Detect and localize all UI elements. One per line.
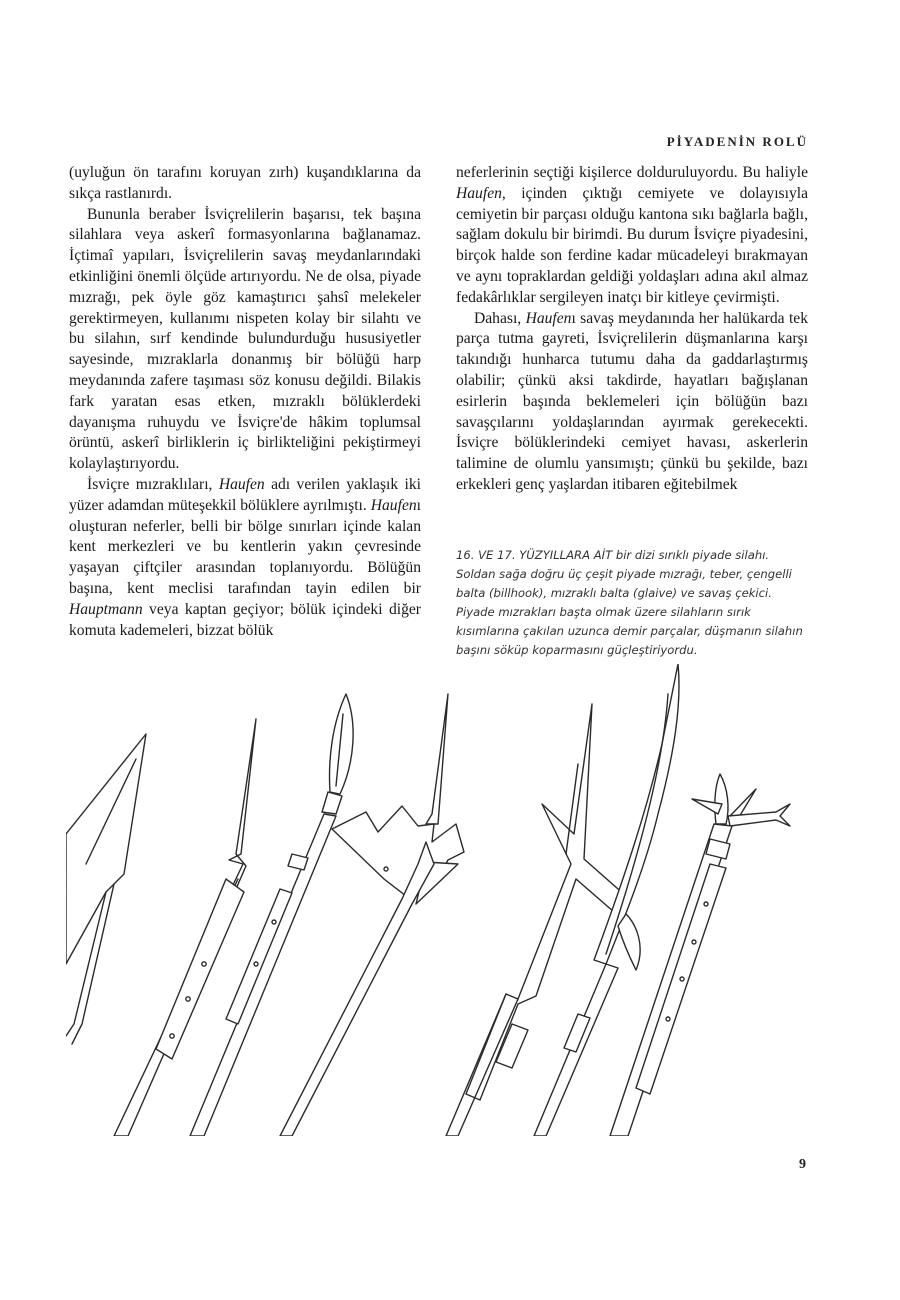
italic-term: Haufen bbox=[525, 309, 572, 327]
italic-term: Hauptmann bbox=[69, 600, 143, 618]
italic-term: Haufen bbox=[456, 184, 502, 202]
right-column bbox=[456, 163, 808, 496]
paragraph bbox=[456, 163, 808, 309]
italic-term: Haufen bbox=[370, 496, 417, 514]
paragraph bbox=[69, 475, 421, 641]
caption-text: bir dizi sırıklı piyade silahı. Soldan sağa doğru üç çeşit piyade mızrağı, teber, çengelli balta (billhook), mızraklı balta (glaive) ve savaş çekici. Piyade mızrakları başta olmak üzere silahların sırık kısımlarına çakılan uzunca demir parçalar, düşmanın silahın başını söküp koparmasını güçleştiriyordu. bbox=[456, 548, 803, 657]
figure-caption bbox=[456, 546, 806, 660]
pike-1-icon bbox=[66, 734, 146, 1044]
paragraph: Bununla beraber İsviçrelilerin başarısı, tek başına silahlara veya askerî formasyonlarına bağlanamaz. İçtimaî yapıları, İsviçrelilerin savaş meydanlarındaki etkinliğini önemli ölçüde artırıyordu. Ne de olsa, piyade mızrağı, pek öyle göz kamaştırıcı şahsî melekeler gerektirmeyen, kullanımı nispeten kolay bir silahtı ve bu silahın, sırf kendinde bulundurduğu hususiyetler sayesinde, mızraklarla donanmış bir bölüğü harp meydanında zafere taşıması söz konusu değildi. Bilakis fark yaratan esas etken, mızraklı bölüklerdeki dayanışma ruhuydu ve İsviçre'de hâkim toplumsal örüntü, askerî birliklerin iç birlikteliğini pekiştirmeyi kolaylaştırıyordu. bbox=[69, 205, 421, 473]
text-run: ı oluşturan neferler, belli bir bölge sınırları içinde kalan kent merkezleri ve bu kentlerin yakın çevresinde yaşayan çiftçiler arasından toplanıyordu. Bölüğün başına, kent meclisi tarafından tayin edilen bir bbox=[69, 496, 421, 597]
text-run: veya kaptan geçiyor; bölük içindeki diğer komuta kademeleri, bizzat bölük bbox=[69, 600, 421, 639]
text-run: neferlerinin seçtiği kişilerce dolduruluyordu. Bu haliyle bbox=[456, 164, 808, 181]
paragraph bbox=[456, 309, 808, 496]
italic-term: Haufen bbox=[218, 475, 265, 493]
page-number: 9 bbox=[799, 1157, 806, 1172]
text-run: , içinden çıktığı cemiyete ve dolayısıyla cemiyetin bir parçası olduğu kantona sıkı bağlarla bağlı, sağlam dokulu bir birimdi. Bu durum İsviçre piyadesini, birçok halde son ferdine kadar mücadeleyi bırakmayan ve aynı topraklardan geldiği yoldaşları adına akıl almaz fedakârlıklar sergileyen inatçı bir kitleye çevirmişti. bbox=[456, 184, 808, 306]
billhook-icon bbox=[446, 704, 626, 1136]
polearms-illustration bbox=[66, 664, 806, 1136]
running-head: PİYADENİN ROLÜ bbox=[666, 134, 808, 149]
paragraph: (uyluğun ön tarafını koruyan zırh) kuşandıklarına da sıkça rastlanırdı. bbox=[69, 164, 421, 202]
text-run: ı savaş meydanında her halükarda tek parça tutma gayreti, İsviçrelilerin düşmanlarına karşı takındığı hunharca tutumu daha da gaddarlaştırmış olabilir; çünkü aksi takdirde, hayatları bağışlanan esirlerin başında beklemeleri için bölüğün bazı savaşçılarını yoldaşlarından ayırmak gerekecekti. İsviçre bölüklerindeki cemiyet havası, askerlerin talimine de olumlu yansımıştı; çünkü bu şekilde, bazı erkekleri genç yaşlardan itibaren eğitebilmek bbox=[456, 309, 808, 493]
left-column bbox=[69, 163, 421, 641]
halberd-icon bbox=[280, 694, 464, 1136]
text-run: Dahası, bbox=[474, 309, 526, 327]
text-run: adı verilen yaklaşık iki yüzer adamdan müteşekkil bölüklere ayrılmıştı. bbox=[69, 475, 421, 514]
caption-lead: 16. VE 17. YÜZYILLARA AİT bbox=[456, 548, 613, 562]
text-run: İsviçre mızraklıları, bbox=[87, 475, 219, 493]
